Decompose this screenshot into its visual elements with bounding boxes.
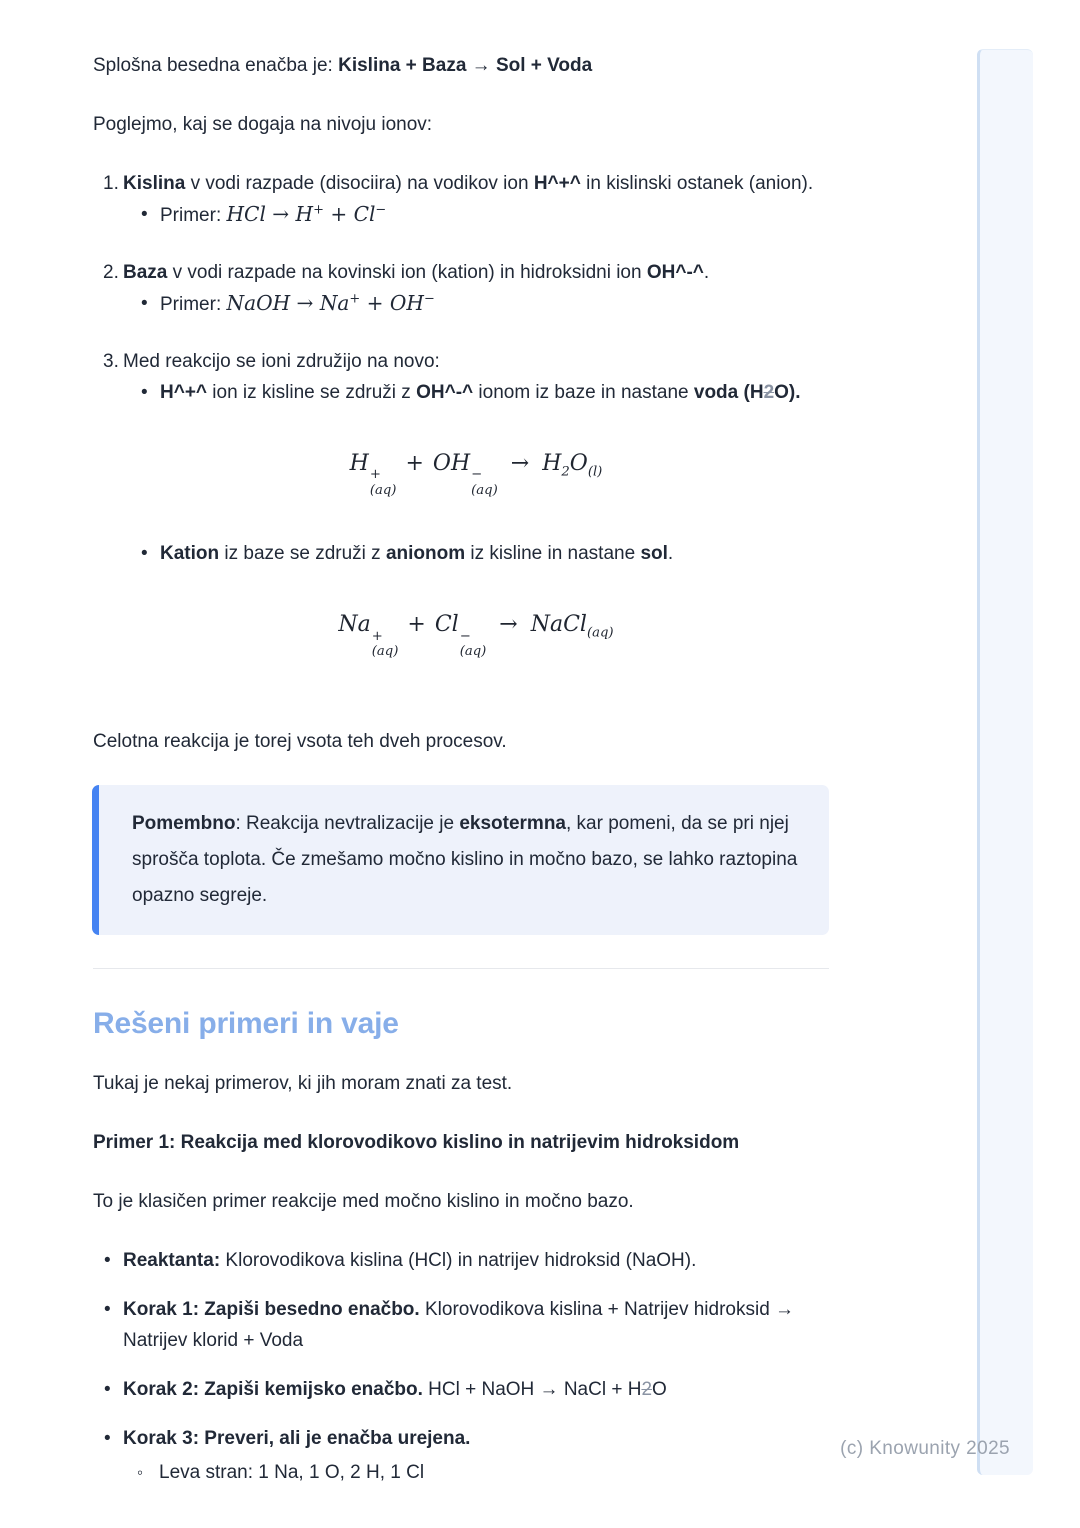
equation-salt-formation: Na + (aq) + Cl − (aq) → NaCl$_{(aq)}$: [338, 612, 614, 660]
circle-bullet-icon: ◦: [137, 1462, 144, 1482]
arrow-icon: →: [510, 451, 530, 476]
bullet-list-primer1: [93, 1245, 829, 1488]
section-divider: [93, 968, 829, 969]
bullet-icon: •: [104, 1427, 111, 1449]
paragraph-tukaj: Tukaj je nekaj primerov, ki jih moram znati za test.: [93, 1072, 513, 1094]
list-item-baza: [93, 257, 829, 320]
list-item-text: Med reakcijo se ioni združijo na novo:: [123, 351, 440, 372]
list-item-reaktanta: [93, 1245, 829, 1276]
callout-important: [92, 785, 829, 935]
note-content: [93, 50, 829, 1506]
paragraph-to-je: To je klasičen primer reakcije med močno kislino in močno bazo.: [93, 1190, 634, 1212]
paragraph-general-equation: Splošna besedna enačba je: Kislina + Baza → Sol + Voda: [93, 55, 593, 76]
bullet-icon: •: [141, 543, 148, 565]
next-page-edge[interactable]: [977, 49, 1033, 1475]
bullet-icon: •: [104, 1249, 111, 1271]
callout-text: Pomembno: Reakcija nevtralizacije je eksotermna, kar pomeni, da se pri njej sprošča toplota. Če zmešamo močno kislino in močno bazo, se lahko raztopina opazno segreje.: [132, 812, 798, 906]
paragraph-ions-intro: Poglejmo, kaj se dogaja na nivoju ionov:: [93, 114, 433, 135]
arrow-icon: →: [499, 612, 518, 638]
list-item-text: Korak 3: Preveri, ali je enačba urejena.: [123, 1427, 471, 1449]
list-item-korak-3: [93, 1423, 829, 1488]
section-heading-solved-examples: Rešeni primeri in vaje: [93, 1006, 399, 1040]
list-item-text: H^+^ ion iz kisline se združi z OH^-^ ionom iz baze in nastane voda (H2O).: [160, 382, 801, 403]
list-item-primer-naoh: [123, 288, 829, 320]
equation-water-formation: H + (aq) + OH − (aq) → $H_2O_{(l)}$: [349, 451, 603, 498]
list-item-leva-stran: [123, 1457, 829, 1488]
paragraph-total-reaction: Celotna reakcija je torej vsota teh dveh procesov.: [93, 730, 507, 752]
list-item-text: Primer: HCl → H+ + Cl−: [160, 202, 387, 226]
list-item-korak-1: [93, 1294, 829, 1356]
list-item-primer-hcl: [123, 199, 829, 231]
list-item-text: Primer: NaOH → Na+ + OH−: [160, 291, 435, 315]
bullet-icon: •: [141, 293, 148, 314]
list-item-text: Baza v vodi razpade na kovinski ion (kation) in hidroksidni ion OH^-^.: [123, 262, 710, 283]
list-item-kislina: [93, 168, 829, 231]
list-item-text: Korak 1: Zapiši besedno enačbo. Klorovodikova kislina + Natrijev hidroksid → Natrijev klorid + Voda: [123, 1298, 795, 1351]
list-number: 1.: [103, 173, 119, 194]
list-item-text: Leva stran: 1 Na, 1 O, 2 H, 1 Cl: [159, 1461, 425, 1483]
list-item-voda: [123, 377, 829, 408]
list-number: 3.: [103, 351, 119, 372]
ordered-list-ion-steps: [93, 168, 829, 700]
list-item-med-reakcijo: [93, 346, 829, 700]
bullet-icon: •: [104, 1298, 111, 1320]
list-item-text: Kation iz baze se združi z anionom iz kisline in nastane sol.: [160, 543, 674, 565]
list-item-text: Reaktanta: Klorovodikova kislina (HCl) in natrijev hidroksid (NaOH).: [123, 1249, 697, 1271]
list-item-text: Korak 2: Zapiši kemijsko enačbo. HCl + NaOH → NaCl + H2O: [123, 1378, 667, 1400]
list-number: 2.: [103, 262, 119, 283]
bullet-icon: •: [104, 1378, 111, 1400]
list-item-korak-2: [93, 1374, 829, 1405]
bullet-icon: •: [141, 382, 148, 403]
list-item-text: Kislina v vodi razpade (disociira) na vodikov ion H^+^ in kislinski ostanek (anion).: [123, 173, 814, 194]
heading-primer-1: Primer 1: Reakcija med klorovodikovo kislino in natrijevim hidroksidom: [93, 1131, 740, 1153]
watermark: (c) Knowunity 2025: [840, 1438, 1010, 1459]
list-item-sol: [123, 538, 829, 569]
bullet-icon: •: [141, 204, 148, 225]
